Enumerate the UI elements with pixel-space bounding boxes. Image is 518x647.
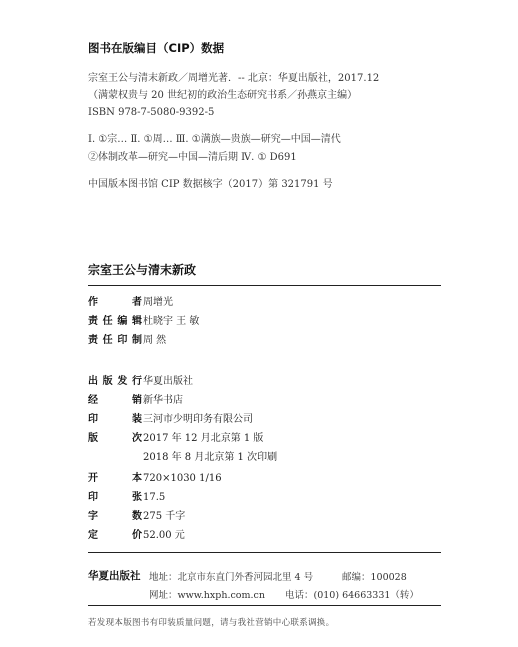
pub-label: 版 次 — [88, 433, 142, 444]
cip-line-5: ②体制改革—研究—中国—清后期 Ⅳ. ① D691 — [88, 152, 297, 163]
pub-value: 华夏出版社 — [143, 376, 193, 387]
spec-label: 字 数 — [88, 511, 142, 522]
credit-value: 杜晓宇 王 敏 — [143, 316, 200, 327]
spec-value: 275 千字 — [143, 511, 186, 522]
quality-note: 若发现本版图书有印装质量问题，请与我社营销中心联系调换。 — [88, 618, 335, 628]
spec-value: 52.00 元 — [143, 530, 185, 541]
footer-website[interactable]: 网址：www.hxph.com.cn — [149, 590, 265, 601]
cip-heading: 图书在版编目（CIP）数据 — [88, 41, 225, 55]
credit-label: 责 任 编 辑 — [88, 316, 142, 327]
pub-value: 新华书店 — [143, 395, 183, 406]
footer-publisher: 华夏出版社 — [88, 570, 141, 582]
pub-label: 印 装 — [88, 414, 142, 425]
footer-phone: 电话：(010) 64663331（转） — [285, 590, 419, 601]
spec-label: 定 价 — [88, 530, 142, 541]
pub-value: 三河市少明印务有限公司 — [143, 414, 253, 425]
credit-label: 作 者 — [88, 297, 142, 308]
credit-value: 周增光 — [143, 297, 173, 308]
cip-line-6: 中国版本图书馆 CIP 数据核字（2017）第 321791 号 — [88, 179, 333, 190]
spec-label: 印 张 — [88, 492, 142, 503]
spec-label: 开 本 — [88, 473, 142, 484]
divider-bottom — [88, 552, 441, 553]
divider-top — [88, 285, 441, 286]
spec-value: 17.5 — [143, 492, 166, 503]
pub-label: 经 销 — [88, 395, 142, 406]
cip-line-3: ISBN 978-7-5080-9392-5 — [88, 107, 215, 118]
cip-line-1: 宗室王公与清末新政／周增光著．-- 北京：华夏出版社，2017.12 — [88, 73, 380, 84]
footer-postcode: 邮编：100028 — [342, 572, 407, 583]
footer-address: 地址：北京市东直门外香河园北里 4 号 — [149, 572, 314, 583]
cip-line-2: （满蒙权贵与 20 世纪初的政治生态研究书系／孙燕京主编） — [88, 90, 358, 101]
book-title: 宗室王公与清末新政 — [88, 263, 197, 277]
cip-line-4: Ⅰ. ①宗… Ⅱ. ①周… Ⅲ. ①满族—贵族—研究—中国—清代 — [88, 134, 341, 145]
credit-label: 责 任 印 制 — [88, 335, 142, 346]
divider-footer — [88, 605, 441, 606]
credit-value: 周 然 — [143, 335, 167, 346]
pub-value: 2018 年 8 月北京第 1 次印刷 — [143, 452, 278, 463]
pub-value: 2017 年 12 月北京第 1 版 — [143, 433, 264, 444]
spec-value: 720×1030 1/16 — [143, 473, 222, 484]
pub-label: 出 版 发 行 — [88, 376, 142, 387]
